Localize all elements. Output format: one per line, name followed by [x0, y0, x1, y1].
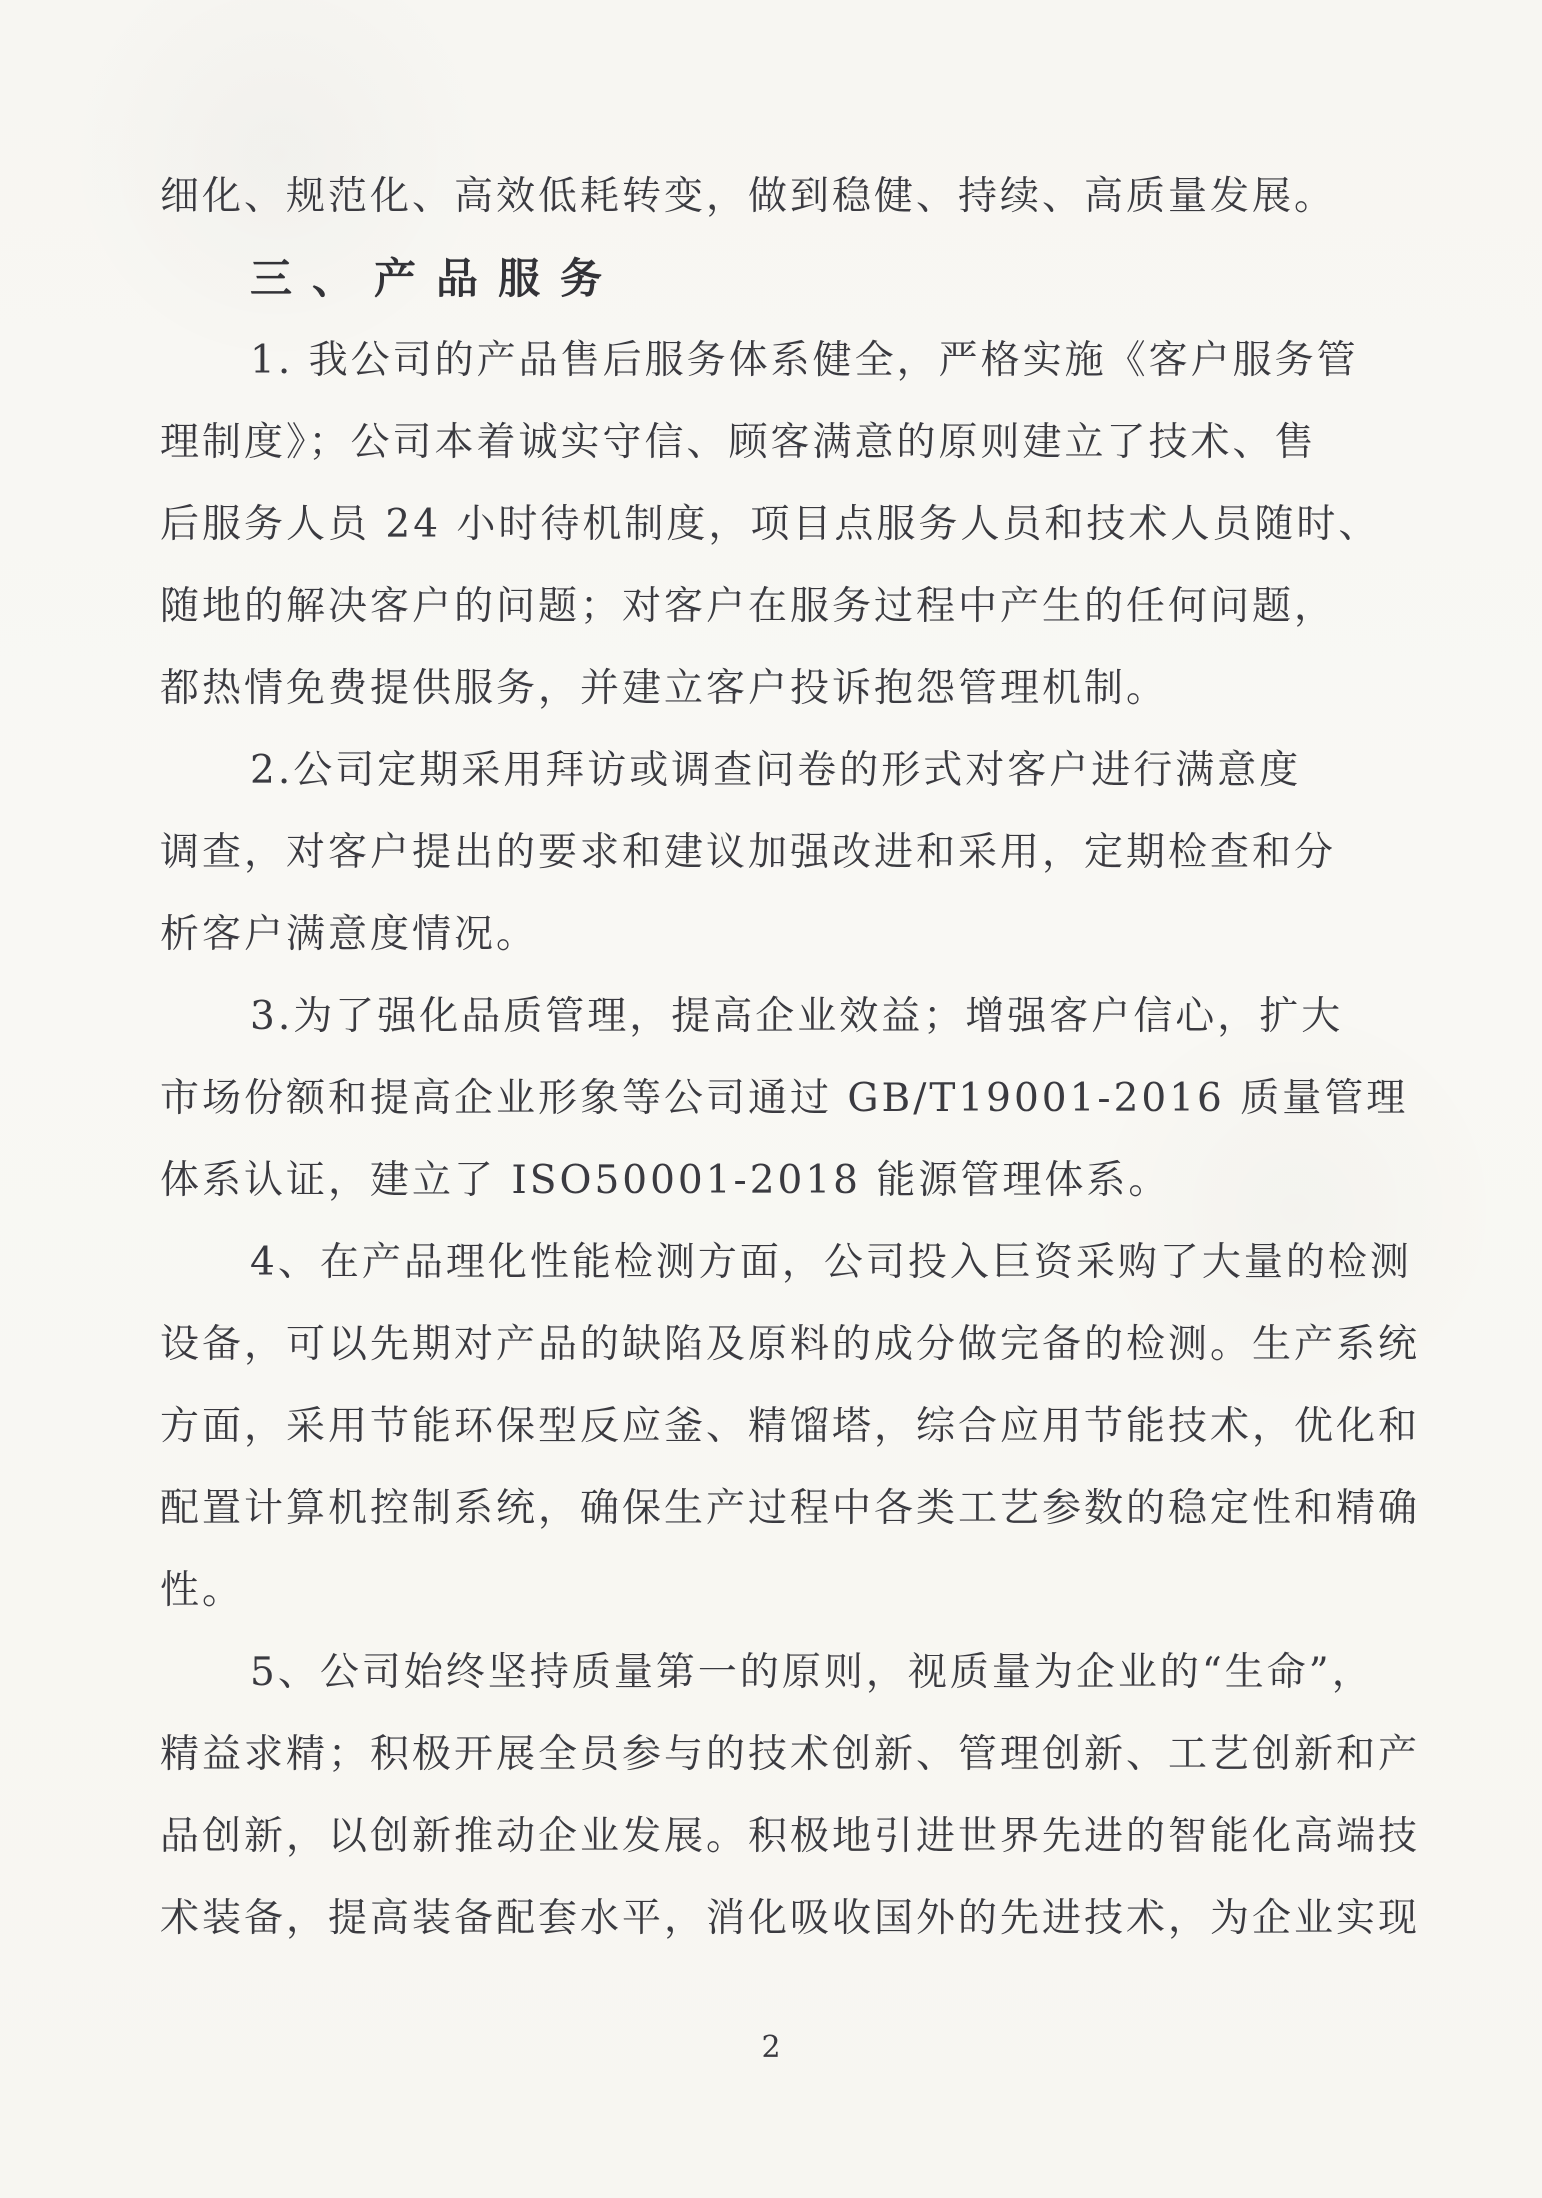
text-line: 术装备，提高装备配套水平，消化吸收国外的先进技术，为企业实现 [160, 1896, 1421, 1941]
text-line: 1. 我公司的产品售后服务体系健全，严格实施《客户服务管 [250, 338, 1359, 383]
text-line: 调查，对客户提出的要求和建议加强改进和采用，定期检查和分 [160, 830, 1337, 875]
page-number: 2 [761, 2030, 781, 2065]
text-line: 理制度》；公司本着诚实守信、顾客满意的原则建立了技术、售 [160, 420, 1317, 465]
text-line: 2.公司定期采用拜访或调查问卷的形式对客户进行满意度 [250, 748, 1302, 793]
text-line: 3.为了强化品质管理，提高企业效益；增强客户信心，扩大 [250, 994, 1344, 1039]
text-line: 配置计算机控制系统，确保生产过程中各类工艺参数的稳定性和精确 [160, 1486, 1421, 1531]
document-body [160, 156, 1420, 1960]
text-line: 设备，可以先期对产品的缺陷及原料的成分做完备的检测。生产系统 [160, 1322, 1421, 1367]
section-heading: 三、产品服务 [250, 254, 623, 303]
text-line: 析客户满意度情况。 [160, 912, 539, 957]
text-line: 后服务人员 24 小时待机制度，项目点服务人员和技术人员随时、 [160, 502, 1381, 547]
text-line: 市场份额和提高企业形象等公司通过 GB/T19001-2016 质量管理 [160, 1076, 1409, 1121]
text-line: 随地的解决客户的问题；对客户在服务过程中产生的任何问题， [160, 584, 1337, 629]
text-line: 性。 [160, 1568, 245, 1613]
text-line: 方面，采用节能环保型反应釜、精馏塔，综合应用节能技术，优化和 [160, 1404, 1421, 1449]
text-line: 精益求精；积极开展全员参与的技术创新、管理创新、工艺创新和产 [160, 1732, 1421, 1777]
text-line: 品创新，以创新推动企业发展。积极地引进世界先进的智能化高端技 [160, 1814, 1421, 1859]
text-line: 4、在产品理化性能检测方面，公司投入巨资采购了大量的检测 [250, 1240, 1412, 1285]
text-line: 体系认证，建立了 ISO50001-2018 能源管理体系。 [160, 1158, 1171, 1203]
text-line: 都热情免费提供服务，并建立客户投诉抱怨管理机制。 [160, 666, 1169, 711]
text-line: 5、公司始终坚持质量第一的原则，视质量为企业的“生命”， [250, 1650, 1374, 1695]
text-line: 细化、规范化、高效低耗转变，做到稳健、持续、高质量发展。 [160, 174, 1337, 219]
